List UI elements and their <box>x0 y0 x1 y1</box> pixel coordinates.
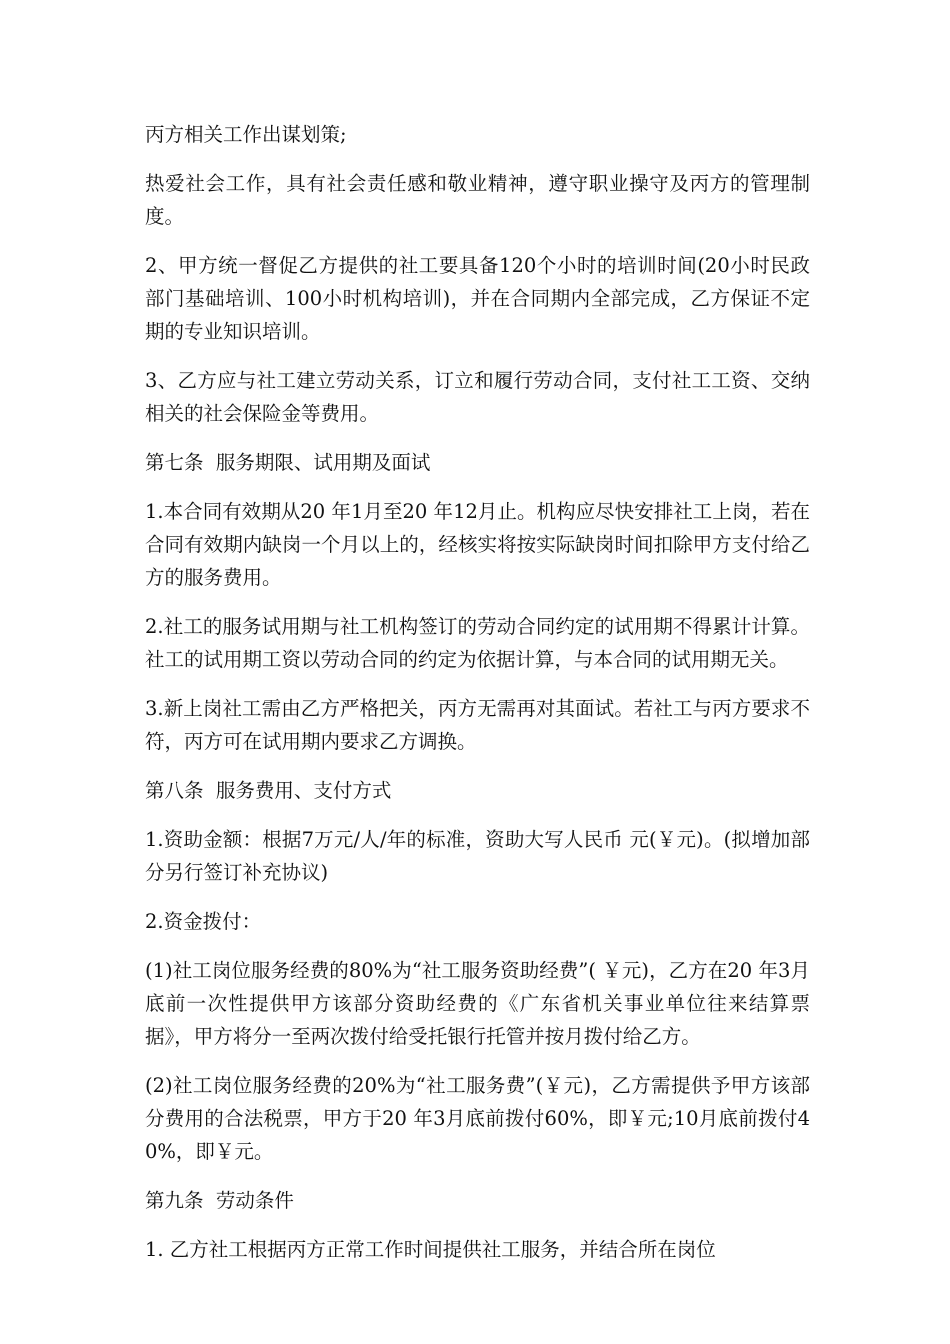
paragraph-planning: 丙方相关工作出谋划策; <box>145 123 347 146</box>
section-heading-article-8: 第八条 服务费用、支付方式 <box>145 779 392 802</box>
paragraph-interview: 3.新上岗社工需由乙方严格把关，丙方无需再对其面试。若社工与丙方要求不符，丙方可在试用期内要求乙方调换。 <box>145 697 810 753</box>
paragraph-funding-disbursement: 2.资金拨付： <box>145 910 262 933</box>
paragraph-probation: 2.社工的服务试用期与社工机构签订的劳动合同约定的试用期不得累计计算。社工的试用期工资以劳动合同的约定为依据计算，与本合同的试用期无关。 <box>145 615 810 671</box>
paragraph-contract-term: 1.本合同有效期从20 年1月至20 年12月止。机构应尽快安排社工上岗，若在合同有效期内缺岗一个月以上的，经核实将按实际缺岗时间扣除甲方支付给乙方的服务费用。 <box>145 500 810 589</box>
document-page <box>145 118 810 1282</box>
paragraph-working-hours: 1. 乙方社工根据丙方正常工作时间提供社工服务，并结合所在岗位 <box>145 1238 716 1261</box>
paragraph-funding-80-percent: (1)社工岗位服务经费的80%为“社工服务资助经费”( ￥元)，乙方在20 年3月底前一次性提供甲方该部分资助经费的《广东省机关事业单位往来结算票据》，甲方将分一至两次拨付给受托银行托管并按月拨付给乙方。 <box>145 959 810 1048</box>
paragraph-training: 2、甲方统一督促乙方提供的社工要具备120个小时的培训时间(20小时民政部门基础培训、100小时机构培训)，并在合同期内全部完成，乙方保证不定期的专业知识培训。 <box>145 254 810 343</box>
paragraph-ethics: 热爱社会工作，具有社会责任感和敬业精神，遵守职业操守及丙方的管理制度。 <box>145 172 810 228</box>
section-heading-article-7: 第七条 服务期限、试用期及面试 <box>145 451 431 474</box>
paragraph-funding-20-percent: (2)社工岗位服务经费的20%为“社工服务费”(￥元)，乙方需提供予甲方该部分费用的合法税票，甲方于20 年3月底前拨付60%，即￥元;10月底前拨付40%，即￥元。 <box>145 1074 810 1163</box>
paragraph-labor-relation: 3、乙方应与社工建立劳动关系，订立和履行劳动合同，支付社工工资、交纳相关的社会保险金等费用。 <box>145 369 810 425</box>
section-heading-article-9: 第九条 劳动条件 <box>145 1189 294 1212</box>
paragraph-funding-amount: 1.资助金额：根据7万元/人/年的标准，资助大写人民币 元(￥元)。(拟增加部分另行签订补充协议) <box>145 828 810 884</box>
